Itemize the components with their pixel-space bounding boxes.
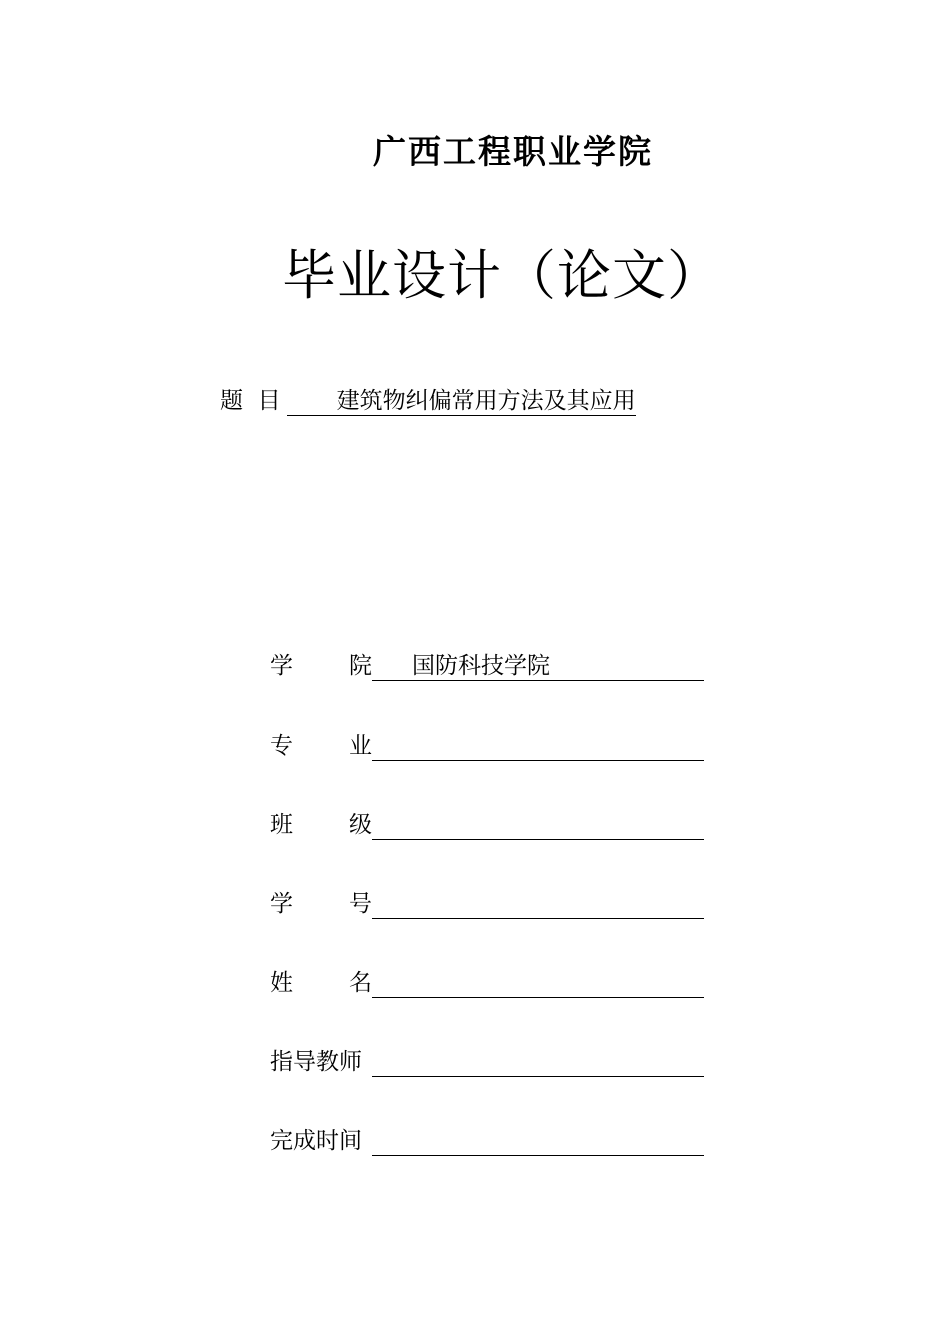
- field-major-label: 专 业: [270, 733, 372, 759]
- thesis-title-label: 题 目: [220, 388, 281, 414]
- field-college-value: 国防科技学院: [412, 653, 550, 679]
- field-completion-date-label: 完成时间: [270, 1128, 362, 1154]
- field-student-id-label: 学 号: [270, 891, 372, 917]
- field-college-line: [372, 650, 704, 681]
- field-advisor-label: 指导教师: [270, 1049, 362, 1075]
- field-student-id-line: [372, 888, 704, 919]
- document-type-heading: 毕业设计（论文）: [282, 244, 722, 307]
- field-major: [270, 730, 704, 764]
- field-completion-date: [270, 1125, 704, 1159]
- field-advisor-line: [372, 1046, 704, 1077]
- field-student-id: [270, 888, 704, 922]
- field-class: [270, 809, 704, 843]
- school-name: 广西工程职业学院: [373, 132, 653, 171]
- field-college: [270, 650, 704, 684]
- thesis-title-row: [220, 385, 636, 417]
- field-name: [270, 967, 704, 1001]
- field-major-line: [372, 730, 704, 761]
- thesis-title-value: 建筑物纠偏常用方法及其应用: [287, 387, 636, 416]
- field-class-line: [372, 809, 704, 840]
- field-class-label: 班 级: [270, 812, 372, 838]
- field-name-label: 姓 名: [270, 970, 372, 996]
- field-name-line: [372, 967, 704, 998]
- field-college-label: 学 院: [270, 653, 372, 679]
- field-completion-date-line: [372, 1125, 704, 1156]
- field-advisor: [270, 1046, 704, 1080]
